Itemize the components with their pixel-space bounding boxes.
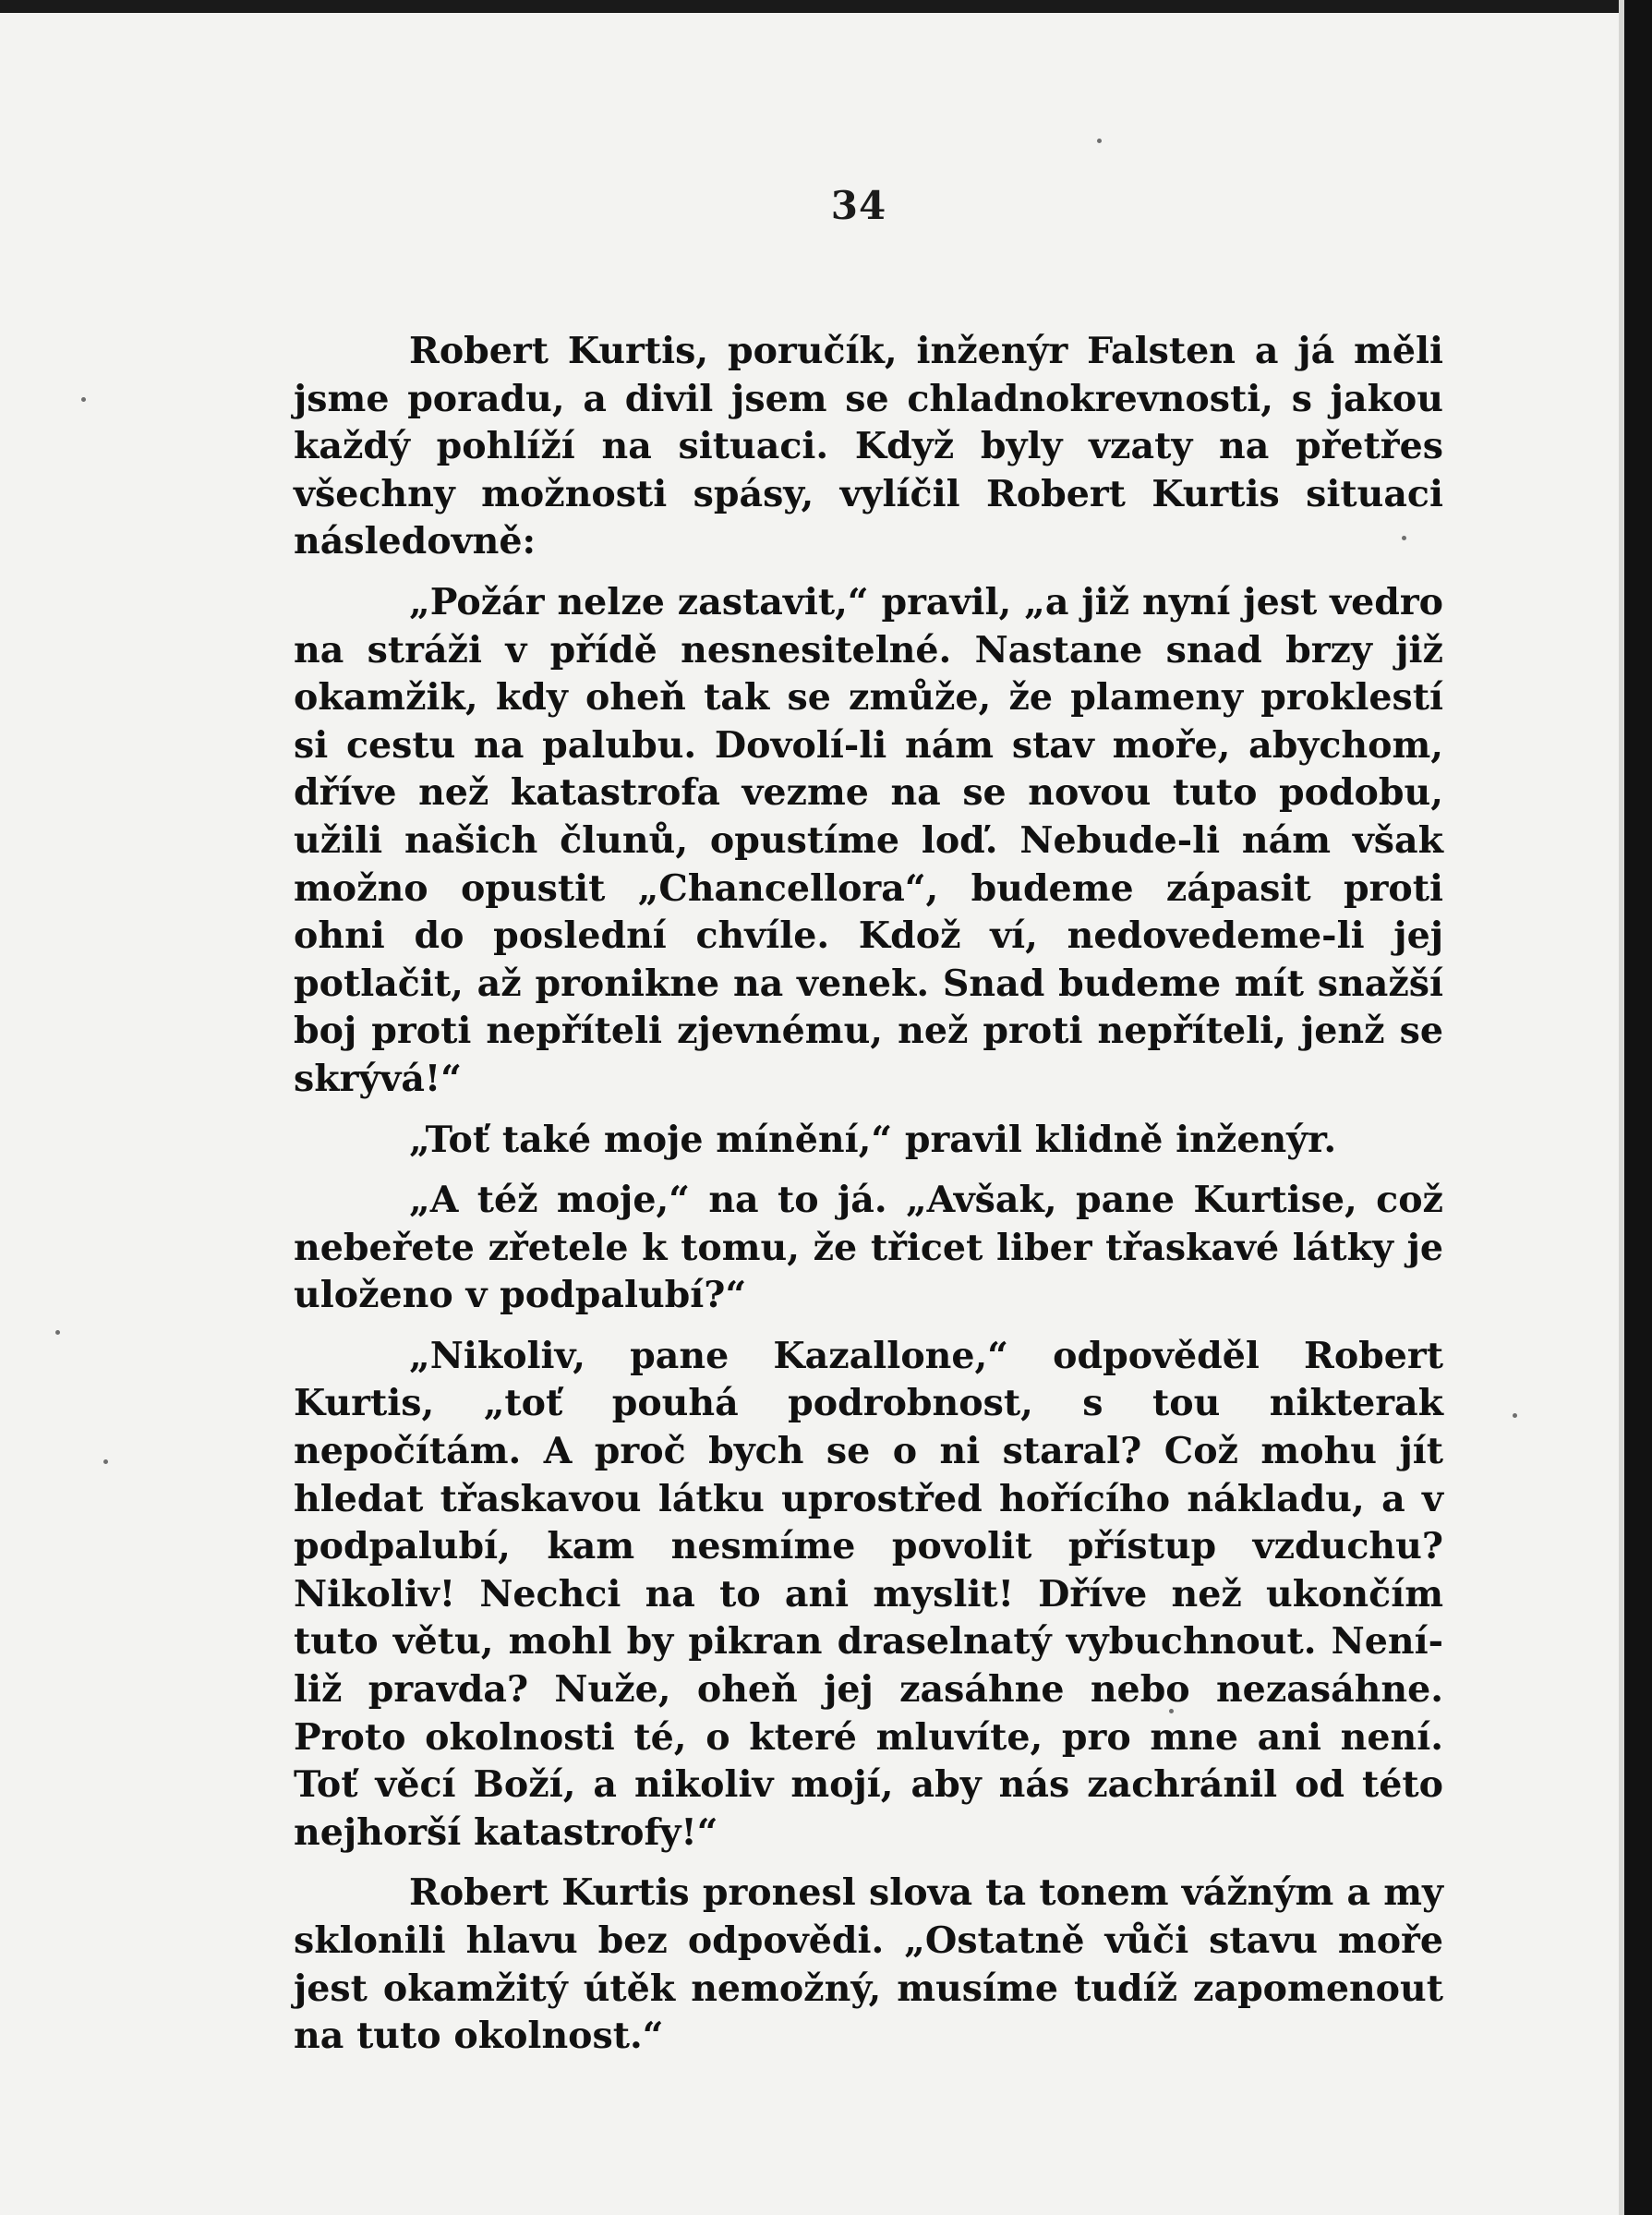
paragraph: „A též moje,“ na to já. „Avšak, pane Kurtise, což nebeřete zřetele k tomu, že třicet liber třaskavé látky je uloženo v podpalubí?“: [294, 1179, 1443, 1317]
scan-speck: [103, 1459, 108, 1464]
page-number: 34: [830, 183, 887, 228]
scan-speck: [1513, 1413, 1517, 1418]
scan-top-edge: [0, 0, 1652, 13]
scan-speck: [55, 1330, 60, 1335]
scan-speck: [1097, 139, 1102, 143]
paragraph: „Nikoliv, pane Kazallone,“ odpověděl Robert Kurtis, „toť pouhá podrobnost, s tou nikterak nepočítám. A proč bych se o ni staral? Což mohu jít hledat třaskavou látku uprostřed hořícího nákladu, a v podpalubí, kam nesmíme povolit přístup vzduchu? Nikoliv! Nechci na to ani myslit! Dříve než ukončím tuto větu, mohl by pikran draselnatý vybuchnout. Není-liž pravda? Nuže, oheň jej zasáhne nebo nezasáhne. Proto okolnosti té, o které mluvíte, pro mne ani není. Toť věcí Boží, a nikoliv mojí, aby nás zachránil od této nejhorší katastrofy!“: [294, 1334, 1443, 1854]
paragraph: Robert Kurtis, poručík, inženýr Falsten a já měli jsme poradu, a divil jsem se chladnokrevnosti, s jakou každý pohlíží na situaci. Když byly vzaty na přetřes všechny možnosti spásy, vylíčil Robert Kurtis situaci následovně:: [294, 330, 1443, 563]
paragraph: „Požár nelze zastavit,“ pravil, „a již nyní jest vedro na stráži v přídě nesnesitelné. Nastane snad brzy již okamžik, kdy oheň tak se zmůže, že plameny proklestí si cestu na palubu. Dovolí-li nám stav moře, abychom, dříve než katastrofa vezme na se novou tuto podobu, užili našich člunů, opustíme loď. Nebude-li nám však možno opustit „Chancellora“, budeme zápasit proti ohni do poslední chvíle. Kdož ví, nedovedeme-li jej potlačit, až pronikne na venek. Snad budeme mít snažší boj proti nepříteli zjevnému, než proti nepříteli, jenž se skrývá!“: [294, 580, 1443, 1100]
scan-speck: [81, 397, 86, 402]
scan-right-edge: [1624, 0, 1652, 2215]
paragraph: „Toť také moje mínění,“ pravil klidně inženýr.: [409, 1118, 1337, 1161]
body-text: [294, 328, 1443, 2061]
paragraph: Robert Kurtis pronesl slova ta tonem vážným a my sklonili hlavu bez odpovědi. „Ostatně vůči stavu moře jest okamžitý útěk nemožný, musíme tudíž zapomenout na tuto okolnost.“: [294, 1871, 1443, 2058]
